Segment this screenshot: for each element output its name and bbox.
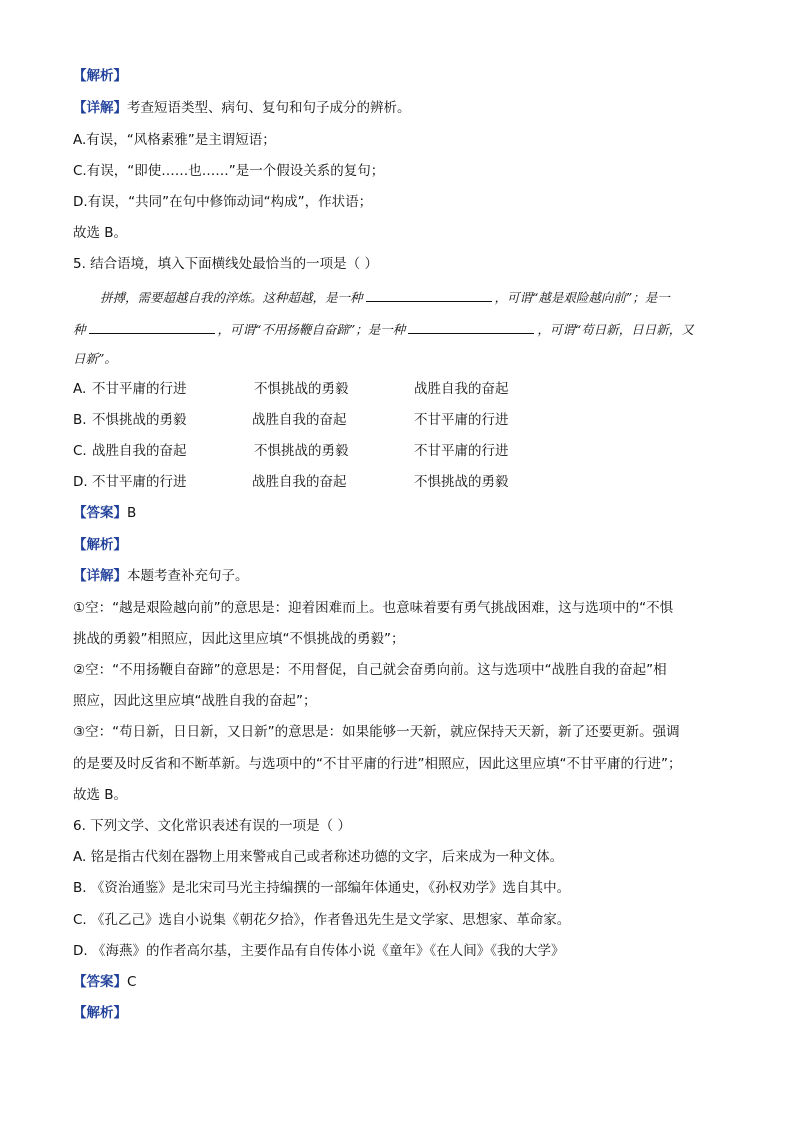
answer-value: B (127, 505, 137, 521)
explanation-line: C.有误，“即使……也……”是一个假设关系的复句； (73, 163, 385, 179)
option-cell: 战胜自我的奋起 (252, 412, 347, 428)
option-label: C. (73, 443, 87, 459)
detail-label: 【详解】 (73, 568, 127, 584)
option-label: B. (73, 412, 87, 428)
option-cell: 不惧挑战的勇毅 (92, 412, 187, 428)
option-cell: 不甘平庸的行进 (414, 443, 509, 459)
question-5-stem: 5. 结合语境，填入下面横线处最恰当的一项是（ ） (73, 256, 378, 272)
option-label: A. (73, 381, 87, 397)
explanation-line: A.有误，“风格素雅”是主谓短语； (73, 132, 276, 148)
passage-line-3: 日新”。 (73, 351, 117, 366)
option-b: B. 《资治通鉴》是北宋司马光主持编撰的一部编年体通史，《孙权劝学》选自其中。 (73, 880, 571, 896)
analysis-label: 【解析】 (73, 537, 127, 553)
answer-label: 【答案】 (73, 505, 127, 521)
answer-label: 【答案】 (73, 974, 127, 990)
explanation-line: ③空：“苟日新，日日新，又日新”的意思是：如果能够一天新，就应保持天天新，新了还要更新。强调 (73, 724, 680, 740)
option-cell: 不甘平庸的行进 (414, 412, 509, 428)
explanation-line: 的是要及时反省和不断革新。与选项中的“不甘平庸的行进”相照应，因此这里应填“不甘平庸的行进”； (73, 756, 682, 772)
explanation-line: ②空：“不用扬鞭自奋蹄”的意思是：不用督促，自己就会奋勇向前。这与选项中“战胜自我的奋起”相 (73, 662, 667, 678)
option-cell: 不甘平庸的行进 (92, 381, 187, 397)
explanation-line: 挑战的勇毅”相照应，因此这里应填“不惧挑战的勇毅”； (73, 631, 405, 647)
option-cell: 战胜自我的奋起 (414, 381, 509, 397)
answer-blank-3 (408, 320, 534, 334)
answer-line (73, 973, 136, 991)
explanation-line: ①空：“越是艰险越向前”的意思是：迎着困难而上。也意味着要有勇气挑战困难，这与选项中的“不惧 (73, 600, 674, 616)
analysis-label: 【解析】 (73, 68, 127, 84)
option-c: C. 《孔乙己》选自小说集《朝花夕拾》，作者鲁迅先生是文学家、思想家、革命家。 (73, 912, 571, 928)
detail-text: 本题考查补充句子。 (127, 568, 249, 584)
option-cell: 不惧挑战的勇毅 (254, 381, 349, 397)
answer-value: C (127, 974, 137, 990)
conclusion-line: 故选 B。 (73, 787, 128, 803)
detail-line (73, 567, 249, 585)
detail-text: 考查短语类型、病句、复句和句子成分的辨析。 (127, 100, 411, 116)
analysis-label: 【解析】 (73, 1005, 127, 1021)
option-cell: 战胜自我的奋起 (252, 474, 347, 490)
option-cell: 战胜自我的奋起 (92, 443, 187, 459)
option-a: A. 铭是指古代刻在器物上用来警戒自己或者称述功德的文字，后来成为一种文体。 (73, 849, 564, 865)
detail-line (73, 99, 411, 117)
answer-blank-1 (366, 288, 492, 302)
option-d: D. 《海燕》的作者高尔基，主要作品有自传体小说《童年》《在人间》《我的大学》 (73, 943, 565, 959)
option-cell: 不甘平庸的行进 (92, 474, 187, 490)
question-6-stem: 6. 下列文学、文化常识表述有误的一项是（ ） (73, 818, 351, 834)
passage-line-1: 拼搏，需要超越自我的淬炼。这种超越，是一种 ，可谓“越是艰险越向前”；是一 (100, 290, 670, 305)
conclusion-line: 故选 B。 (73, 225, 128, 241)
detail-label: 【详解】 (73, 100, 127, 116)
explanation-line: D.有误，“共同”在句中修饰动词“构成”，作状语； (73, 194, 373, 210)
explanation-line: 照应，因此这里应填“战胜自我的奋起”； (73, 693, 317, 709)
option-cell: 不惧挑战的勇毅 (254, 443, 349, 459)
option-cell: 不惧挑战的勇毅 (414, 474, 509, 490)
option-label: D. (73, 474, 88, 490)
answer-blank-2 (89, 320, 215, 334)
answer-line (73, 504, 136, 522)
passage-line-2: 种 ，可谓“不用扬鞭自奋蹄”；是一种 ，可谓“苟日新，日日新，又 (73, 322, 694, 337)
